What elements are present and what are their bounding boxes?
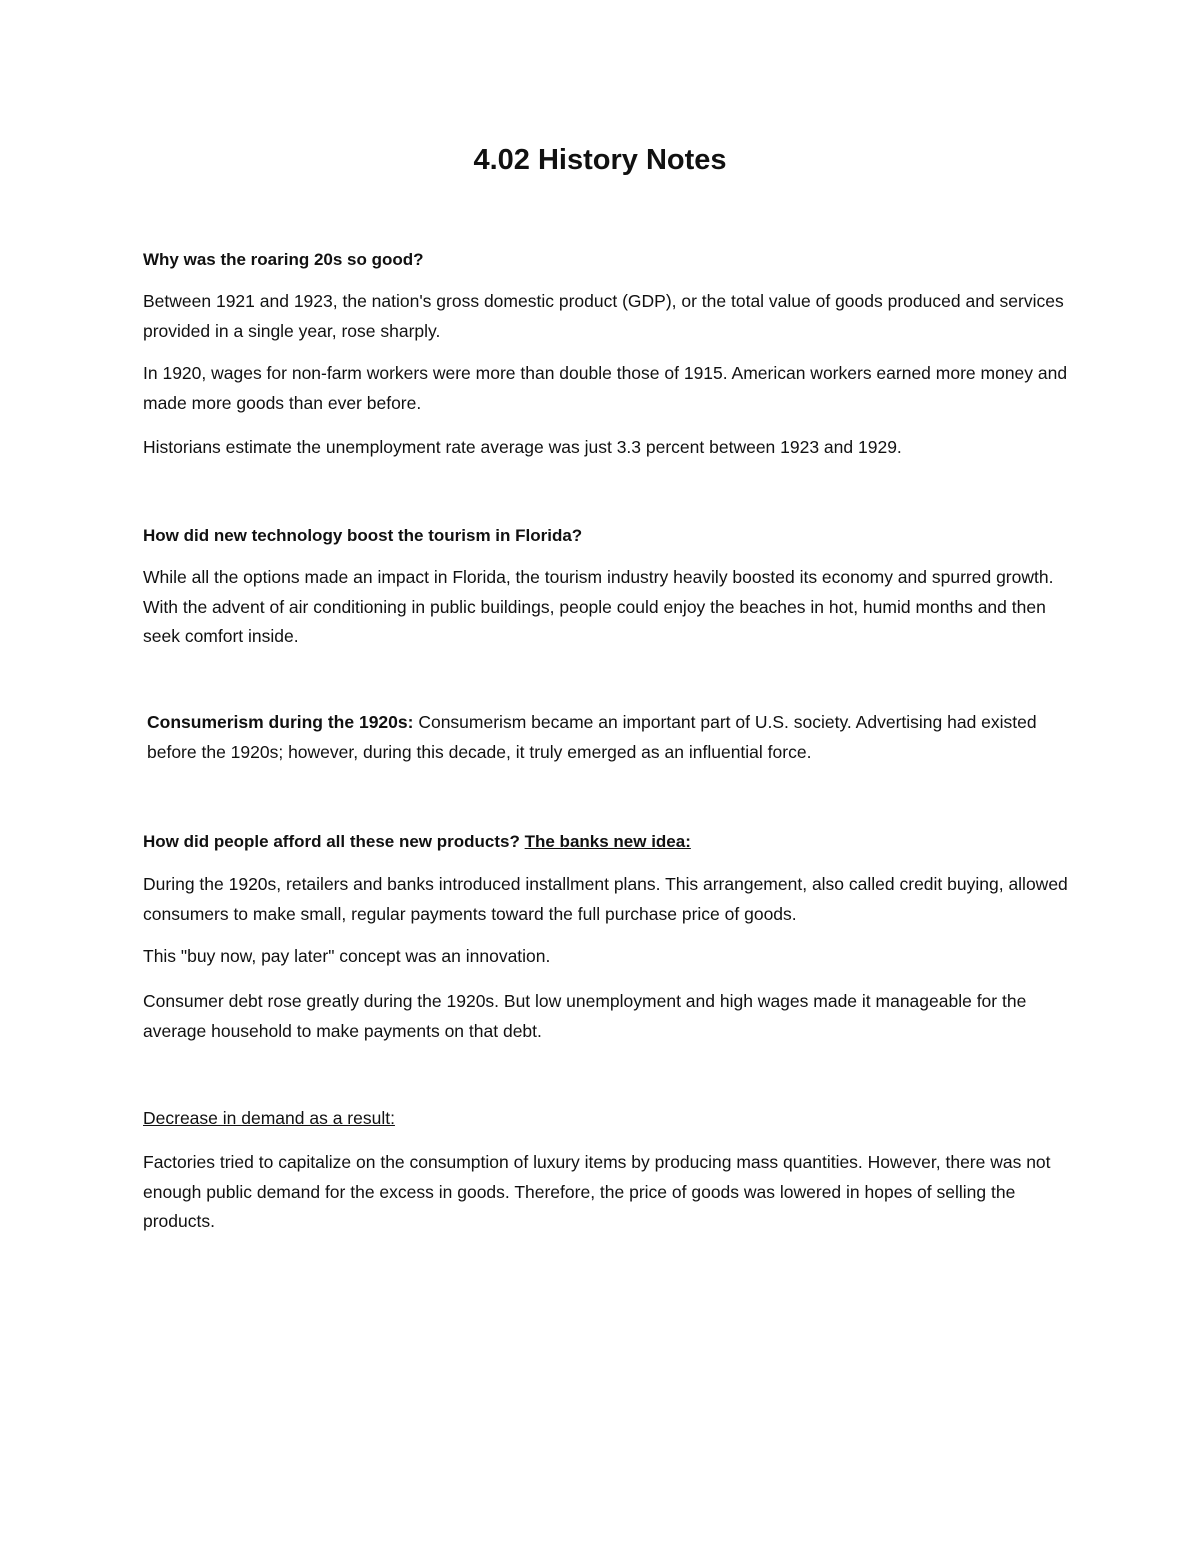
paragraph-text: Between 1921 and 1923, the nation's gross domestic product (GDP), or the total value of goods produced and services provided in a single year, rose sharply. xyxy=(143,291,1064,341)
section-consumerism xyxy=(147,708,1077,767)
banks-idea-heading: The banks new idea: xyxy=(524,832,691,851)
paragraph xyxy=(143,433,1073,463)
paragraph-text: During the 1920s, retailers and banks introduced installment plans. This arrangement, also called credit buying, allowed consumers to make small, regular payments toward the full purchase price of goods. xyxy=(143,874,1068,924)
paragraph xyxy=(143,942,1073,972)
section-roaring-20s xyxy=(143,245,1073,274)
section-heading: Why was the roaring 20s so good? xyxy=(143,250,424,269)
paragraph xyxy=(143,870,1073,929)
paragraph-text: Consumer debt rose greatly during the 1920s. But low unemployment and high wages made it manageable for the average household to make payments on that debt. xyxy=(143,991,1027,1041)
document-title: 4.02 History Notes xyxy=(473,144,727,176)
section-afford xyxy=(143,827,1073,856)
section-heading: Decrease in demand as a result: xyxy=(143,1108,395,1128)
paragraph-text: Historians estimate the unemployment rate average was just 3.3 percent between 1923 and 1929. xyxy=(143,437,902,457)
paragraph-text: This "buy now, pay later" concept was an innovation. xyxy=(143,946,551,966)
section-tourism xyxy=(143,521,1073,550)
paragraph xyxy=(143,987,1073,1046)
afford-question: How did people afford all these new products? xyxy=(143,832,520,851)
paragraph-text xyxy=(147,708,1077,767)
section-heading xyxy=(143,827,1073,856)
paragraph-text: Factories tried to capitalize on the consumption of luxury items by producing mass quantities. However, there was not enough public demand for the excess in goods. Therefore, the price of goods was lowered in hopes of selling the products. xyxy=(143,1152,1051,1231)
paragraph xyxy=(143,563,1073,652)
paragraph xyxy=(143,359,1073,418)
paragraph xyxy=(143,1148,1073,1237)
paragraph-text: While all the options made an impact in Florida, the tourism industry heavily boosted its economy and spurred growth. With the advent of air conditioning in public buildings, people could enjoy the beaches in hot, humid months and then seek comfort inside. xyxy=(143,567,1054,646)
consumerism-lead: Consumerism during the 1920s: xyxy=(147,712,414,732)
paragraph xyxy=(143,287,1073,346)
consumerism-text: Consumerism became an important part of U.S. society. Advertising had existed before the 1920s; however, during this decade, it truly emerged as an influential force. xyxy=(147,712,1037,762)
section-demand xyxy=(143,1104,1073,1134)
paragraph-text: In 1920, wages for non-farm workers were more than double those of 1915. American workers earned more money and made more goods than ever before. xyxy=(143,363,1068,413)
section-heading: How did new technology boost the tourism in Florida? xyxy=(143,526,583,545)
